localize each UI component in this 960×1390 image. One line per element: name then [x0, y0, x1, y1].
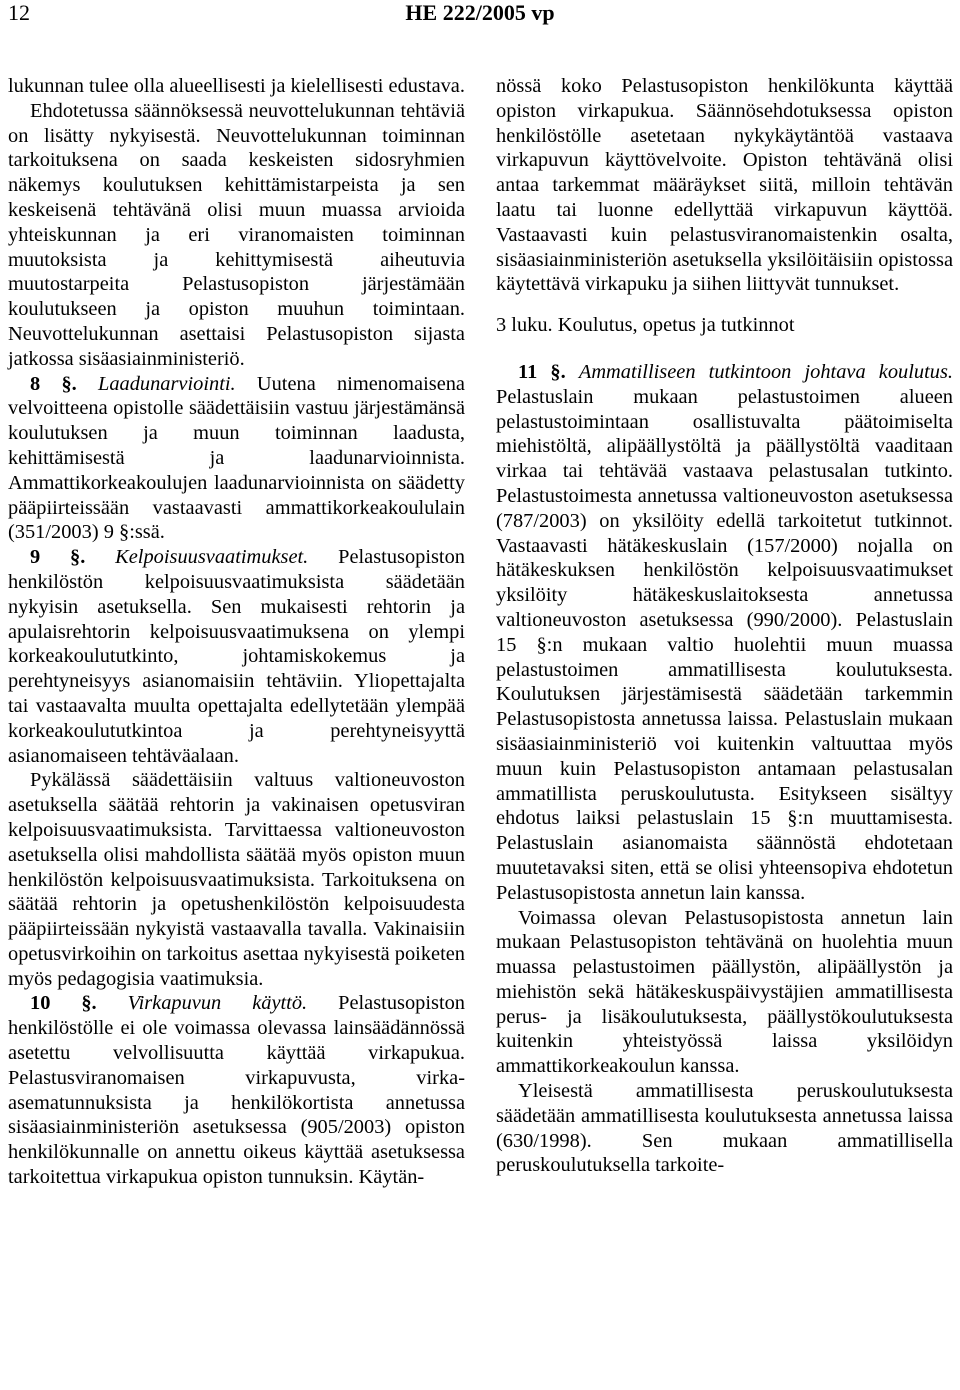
section-text: Pelastuslain mukaan pelastustoimen alueen pelastustoimintaan osallistuvalta päätoimiselta miehistöltä, alipäällystöltä ja päällystöltä vaaditaan virkaa tai tehtävää vastaava pelastusalan tutkinto. Pelastustoimesta annetussa valtioneuvoston asetuksessa (787/2003) on yksilöity edellä tarkoitetut tutkinnot. Vastaavasti hätäkeskuslain (157/2000) nojalla on hätäkeskuksen henkilöstön kelpoisuusvaatimukset yksilöity hätäkeskuslaitoksesta annetussa valtioneuvoston asetuksessa (990/2000). Pelastuslain 15 §:n mukaan valtio huolehtii muun muassa pelastustoimen ammatillisesta koulutuksesta. Koulutuksen järjestämisestä säädetään tarkemmin Pelastusopistosta annetussa laissa. Pelastuslain mukaan sisäasiainministeriö voi kuitenkin valtuuttaa myös muun kuin Pelastusopiston antamaan pelastusalan ammatillista peruskoulutusta. Esitykseen sisältyy ehdotus laiksi pelastuslain 15 §:n muuttamisesta. Pelastuslain asianomaista säännöstä ehdotetaan muutetavaksi siten, että se olisi yhteensopiva ehdotetun Pelastusopistosta annetun lain kanssa. — [496, 385, 953, 904]
section-number: 11 §. — [518, 360, 566, 383]
section-8 — [8, 372, 465, 546]
paragraph: Voimassa olevan Pelastusopistosta annetun lain mukaan Pelastusopiston tehtävänä on huolehtia muun muassa pelastustoimen päällystön, alipäällystön ja miehistön sekä hätäkeskuspäivystäjien ammatillisesta perus- ja lisäkoulutuksesta, päällystökoulutuksesta kuitenkin yhteistyössä laissa yksilöidyn ammattikorkeakoulun kanssa. — [496, 906, 953, 1078]
page-number: 12 — [8, 0, 30, 25]
right-column — [496, 74, 953, 1178]
paragraph: Ehdotetussa säännöksessä neuvottelukunnan tehtäviä on lisätty nykyisestä. Neuvottelukunnan toiminnan tarkoituksena on saada keskeisten sidosryhmien näkemys koulutuksen kehittämistarpeista ja sen keskeisenä tehtävänä olisi muun muassa arvioida yhteiskunnan ja eri viranomaisten toiminnan muutoksista ja kehittymisestä aiheutuvia muutostarpeita Pelastusopiston järjestämään koulutukseen ja opiston muuhun toimintaan. Neuvottelukunnan asettaisi Pelastusopiston sijasta jatkossa sisäasiainministeriö. — [8, 99, 465, 370]
document-id: HE 222/2005 vp — [405, 0, 555, 25]
section-text: Uutena nimenomaisena velvoitteena opistolle säädettäisiin vastuu järjestämänsä koulutuksen ja muun toiminnan laadusta, kehittämisestä ja laadunarvioinnista. Ammattikorkeakoulujen laadunarvioinnista on säädetty pääpiirteissään vastaavasti ammattikorkeakoululain (351/2003) 9 §:ssä. — [8, 372, 465, 544]
section-number: 8 §. — [30, 372, 77, 395]
section-title: Laadunarviointi. — [97, 372, 236, 395]
section-9 — [8, 545, 465, 768]
section-10 — [8, 991, 465, 1189]
section-text: Pelastusopiston henkilöstön kelpoisuusvaatimuksista säädetään nykyisin asetuksella. Sen mukaisesti rehtorin ja apulaisrehtorin kelpoisuusvaatimuksena on ylempi korkeakoulututkinto, johtamiskokemus ja perehtyneisyys asianomaisiin tehtäviin. Yliopettajalta tai vastaavalta muulta opettajalta edellytetään ylempää korkeakoulututkintoa ja perehtyneisyyttä asianomaiseen tehtäväalaan. — [8, 546, 465, 767]
section-title: Kelpoisuusvaatimukset. — [115, 546, 309, 569]
section-title: Virkapuvun käyttö. — [127, 992, 308, 1015]
section-number: 10 §. — [30, 992, 97, 1015]
section-title: Ammatilliseen tutkintoon johtava koulutus. — [578, 360, 953, 383]
section-number: 9 §. — [30, 546, 86, 569]
paragraph: lukunnan tulee olla alueellisesti ja kielellisesti edustava. — [8, 75, 465, 97]
left-column — [8, 74, 465, 1190]
page-header — [0, 0, 960, 40]
paragraph: nössä koko Pelastusopiston henkilökunta käyttää opiston virkapukua. Säännösehdotuksessa opiston henkilöstölle asetetaan nykykäytäntöä vastaava virkapuvun käyttövelvoite. Opiston tehtävänä olisi antaa tarkemmat määräykset siitä, milloin tehtävän laatu tai luonne edellyttää virkapuvun käyttöä. Vastaavasti kuin pelastusviranomaistenkin osalta, sisäasiainministeriön asetuksella yksilöitäisiin opistossa käytettävä virkapuku ja siihen liittyvät tunnukset. — [496, 75, 953, 296]
paragraph: Yleisestä ammatillisesta peruskoulutuksesta säädetään ammatillisesta koulutuksesta annetussa laissa (630/1998). Sen mukaan ammatillisella peruskoulutuksella tarkoite- — [496, 1080, 953, 1177]
section-text: Pelastusopiston henkilöstölle ei ole voimassa olevassa lainsäädännössä asetettu velvollisuutta käyttää virkapukua. Pelastusviranomaisen virkapuvusta, virka-asematunnuksista ja henkilökortista annetussa sisäasiainministeriön asetuksessa (905/2003) opiston henkilökunnalle on annettu oikeus käyttää asetuksessa tarkoitettua virkapukua opiston tunnuksin. Käytän- — [8, 992, 465, 1189]
paragraph: Pykälässä säädettäisiin valtuus valtioneuvoston asetuksella säätää rehtorin ja vakinaisen opetusviran kelpoisuusvaatimuksista. Tarvittaessa valtioneuvoston asetuksella olisi mahdollista säätää myös opiston muun henkilöstön kelpoisuusvaatimuksista. Tarkoituksena on säätää rehtorin ja opetushenkilöstön kelpoisuudesta pääpiirteissään nykyistä vastaavalla tavalla. Vakinaisiin opetusvirkoihin on tarkoitus asettaa nykyisestä poiketen myös pedagogisia vaatimuksia. — [8, 769, 465, 990]
chapter-heading: 3 luku. Koulutus, opetus ja tutkinnot — [496, 314, 795, 337]
section-11 — [496, 360, 953, 906]
